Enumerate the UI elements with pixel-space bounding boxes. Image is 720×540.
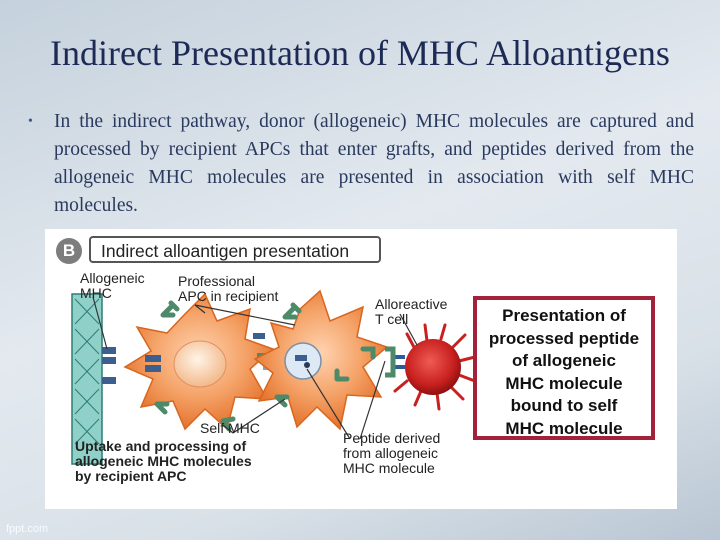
label-self-mhc: Self MHC <box>200 420 260 436</box>
label-alloreactive-t-cell: Alloreactive T cell <box>375 296 448 327</box>
label-allogeneic-mhc: Allogeneic MHC <box>80 270 145 301</box>
figure-indirect-presentation <box>45 229 677 509</box>
result-box: Presentation of processed peptide of allogeneic MHC molecule bound to self MHC molecule <box>473 296 655 440</box>
label-uptake-processing: Uptake and processing of allogeneic MHC molecules by recipient APC <box>75 438 252 484</box>
watermark: fppt.com <box>6 523 49 535</box>
slide-title: Indirect Presentation of MHC Alloantigens <box>50 33 670 73</box>
label-professional-apc: Professional APC in recipient <box>178 273 279 304</box>
panel-letter-badge: B <box>56 238 82 264</box>
recipient-apc-1 <box>125 294 273 429</box>
label-peptide-derived: Peptide derived from allogeneic MHC molecule <box>343 430 441 476</box>
bullet-icon: • <box>28 114 33 129</box>
figure-header: Indirect alloantigen presentation <box>89 236 381 263</box>
alloreactive-t-cell <box>385 325 475 409</box>
bullet-item <box>28 108 694 220</box>
recipient-apc-2 <box>255 291 387 429</box>
bullet-text: In the indirect pathway, donor (allogeneic) MHC molecules are captured and processed by recipient APCs that enter grafts, and peptides derived from the allogeneic MHC molecules are presented in association with self MHC molecules. <box>54 111 694 216</box>
